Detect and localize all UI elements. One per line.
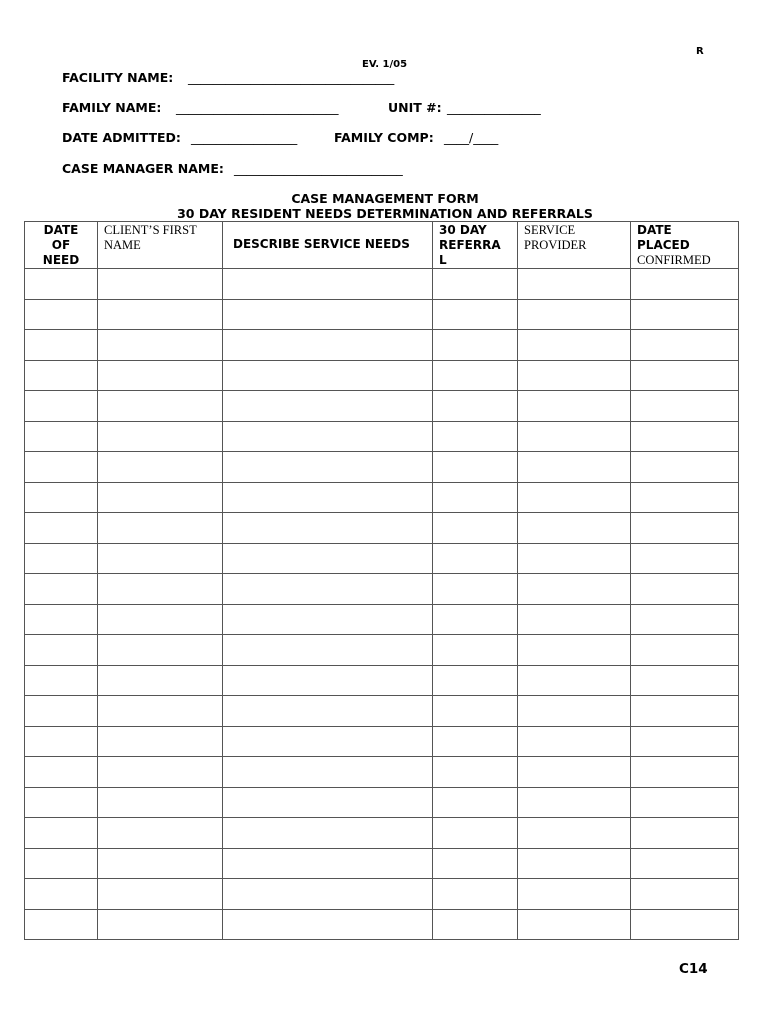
cell-service-provider[interactable] xyxy=(518,330,631,361)
table-row xyxy=(25,726,739,757)
cell-date-placed-confirmed[interactable] xyxy=(631,818,739,849)
cell-client-first-name[interactable] xyxy=(98,269,223,300)
table-row xyxy=(25,909,739,940)
cell-service-needs[interactable] xyxy=(223,665,433,696)
corner-mark: R xyxy=(696,46,704,57)
cell-client-first-name[interactable] xyxy=(98,574,223,605)
cell-service-provider[interactable] xyxy=(518,269,631,300)
cell-service-needs[interactable] xyxy=(223,452,433,483)
cell-service-needs[interactable] xyxy=(223,299,433,330)
family-name-label: FAMILY NAME: xyxy=(62,100,162,115)
referrals-table xyxy=(24,221,739,940)
revision-label: EV. 1/05 xyxy=(362,59,408,70)
cell-30-day-referral[interactable] xyxy=(433,635,518,666)
form-title: CASE MANAGEMENT FORM xyxy=(291,191,479,206)
cell-date-of-need[interactable] xyxy=(25,604,98,635)
cell-date-of-need[interactable] xyxy=(25,513,98,544)
cell-client-first-name[interactable] xyxy=(98,330,223,361)
header-service-provider: SERVICE PROVIDER xyxy=(518,222,631,269)
cell-service-needs[interactable] xyxy=(223,696,433,727)
header-client-first-name: CLIENT’S FIRST NAME xyxy=(98,222,223,269)
cell-date-of-need[interactable] xyxy=(25,391,98,422)
cell-date-of-need[interactable] xyxy=(25,360,98,391)
cell-30-day-referral[interactable] xyxy=(433,818,518,849)
cell-service-provider[interactable] xyxy=(518,635,631,666)
table-row xyxy=(25,330,739,361)
cell-date-placed-confirmed[interactable] xyxy=(631,696,739,727)
cell-date-placed-confirmed[interactable] xyxy=(631,269,739,300)
cell-client-first-name[interactable] xyxy=(98,391,223,422)
cell-service-needs[interactable] xyxy=(223,391,433,422)
cell-date-of-need[interactable] xyxy=(25,269,98,300)
family-name-field[interactable]: __________________________ xyxy=(176,100,339,115)
table-row xyxy=(25,879,739,910)
table-row xyxy=(25,574,739,605)
cell-30-day-referral[interactable] xyxy=(433,574,518,605)
cell-date-placed-confirmed[interactable] xyxy=(631,909,739,940)
cell-service-provider[interactable] xyxy=(518,482,631,513)
cell-service-needs[interactable] xyxy=(223,726,433,757)
cell-date-placed-confirmed[interactable] xyxy=(631,391,739,422)
date-admitted-label: DATE ADMITTED: xyxy=(62,130,181,145)
header-date-of-need: DATE OF NEED xyxy=(25,222,98,269)
table-row xyxy=(25,391,739,422)
cell-service-provider[interactable] xyxy=(518,848,631,879)
page-code: C14 xyxy=(679,961,708,977)
cell-client-first-name[interactable] xyxy=(98,360,223,391)
table-row xyxy=(25,635,739,666)
cell-30-day-referral[interactable] xyxy=(433,726,518,757)
table-row xyxy=(25,818,739,849)
cell-date-placed-confirmed[interactable] xyxy=(631,482,739,513)
cell-30-day-referral[interactable] xyxy=(433,482,518,513)
cell-service-needs[interactable] xyxy=(223,787,433,818)
form-subtitle: 30 DAY RESIDENT NEEDS DETERMINATION AND REFERRALS xyxy=(177,206,593,221)
cell-service-needs[interactable] xyxy=(223,879,433,910)
cell-date-of-need[interactable] xyxy=(25,421,98,452)
cell-date-of-need[interactable] xyxy=(25,818,98,849)
cell-date-of-need[interactable] xyxy=(25,787,98,818)
cell-client-first-name[interactable] xyxy=(98,513,223,544)
cell-30-day-referral[interactable] xyxy=(433,391,518,422)
cell-client-first-name[interactable] xyxy=(98,421,223,452)
cell-date-placed-confirmed[interactable] xyxy=(631,604,739,635)
table-header-row xyxy=(25,222,739,269)
cell-service-provider[interactable] xyxy=(518,757,631,788)
cell-30-day-referral[interactable] xyxy=(433,513,518,544)
table-row xyxy=(25,696,739,727)
cell-service-provider[interactable] xyxy=(518,513,631,544)
cell-30-day-referral[interactable] xyxy=(433,299,518,330)
cell-date-of-need[interactable] xyxy=(25,543,98,574)
cell-client-first-name[interactable] xyxy=(98,604,223,635)
cell-date-of-need[interactable] xyxy=(25,848,98,879)
table-row xyxy=(25,452,739,483)
cell-service-provider[interactable] xyxy=(518,360,631,391)
cell-service-needs[interactable] xyxy=(223,543,433,574)
cell-client-first-name[interactable] xyxy=(98,452,223,483)
cell-client-first-name[interactable] xyxy=(98,879,223,910)
cell-service-provider[interactable] xyxy=(518,787,631,818)
cell-service-provider[interactable] xyxy=(518,909,631,940)
cell-service-provider[interactable] xyxy=(518,818,631,849)
cell-date-placed-confirmed[interactable] xyxy=(631,879,739,910)
cell-service-needs[interactable] xyxy=(223,360,433,391)
cell-service-needs[interactable] xyxy=(223,269,433,300)
cell-date-placed-confirmed[interactable] xyxy=(631,726,739,757)
cell-service-needs[interactable] xyxy=(223,848,433,879)
cell-30-day-referral[interactable] xyxy=(433,848,518,879)
cell-service-provider[interactable] xyxy=(518,696,631,727)
cell-30-day-referral[interactable] xyxy=(433,696,518,727)
cell-date-of-need[interactable] xyxy=(25,574,98,605)
cell-client-first-name[interactable] xyxy=(98,909,223,940)
table-row xyxy=(25,787,739,818)
table-row xyxy=(25,665,739,696)
cell-service-provider[interactable] xyxy=(518,391,631,422)
cell-service-provider[interactable] xyxy=(518,543,631,574)
cell-service-needs[interactable] xyxy=(223,604,433,635)
cell-date-of-need[interactable] xyxy=(25,909,98,940)
cell-client-first-name[interactable] xyxy=(98,787,223,818)
cell-30-day-referral[interactable] xyxy=(433,421,518,452)
facility-name-field[interactable]: _________________________________ xyxy=(188,70,395,85)
cell-service-needs[interactable] xyxy=(223,330,433,361)
cell-date-placed-confirmed[interactable] xyxy=(631,848,739,879)
cell-service-needs[interactable] xyxy=(223,574,433,605)
cell-client-first-name[interactable] xyxy=(98,299,223,330)
cell-service-needs[interactable] xyxy=(223,482,433,513)
cell-date-placed-confirmed[interactable] xyxy=(631,574,739,605)
cell-30-day-referral[interactable] xyxy=(433,665,518,696)
cell-30-day-referral[interactable] xyxy=(433,757,518,788)
cell-service-provider[interactable] xyxy=(518,604,631,635)
cell-date-placed-confirmed[interactable] xyxy=(631,299,739,330)
cell-date-placed-confirmed[interactable] xyxy=(631,513,739,544)
family-comp-field[interactable]: ____/____ xyxy=(444,130,499,145)
table-row xyxy=(25,269,739,300)
cell-client-first-name[interactable] xyxy=(98,635,223,666)
cell-date-of-need[interactable] xyxy=(25,879,98,910)
table-row xyxy=(25,299,739,330)
unit-field[interactable]: _______________ xyxy=(447,100,541,115)
cell-date-of-need[interactable] xyxy=(25,665,98,696)
cell-30-day-referral[interactable] xyxy=(433,330,518,361)
table-row xyxy=(25,360,739,391)
case-manager-field[interactable]: ___________________________ xyxy=(234,161,403,176)
cell-date-placed-confirmed[interactable] xyxy=(631,757,739,788)
header-30-day-referral: 30 DAY REFERRA L xyxy=(433,222,518,269)
case-manager-label: CASE MANAGER NAME: xyxy=(62,161,224,176)
cell-30-day-referral[interactable] xyxy=(433,787,518,818)
cell-date-placed-confirmed[interactable] xyxy=(631,787,739,818)
cell-date-of-need[interactable] xyxy=(25,482,98,513)
cell-client-first-name[interactable] xyxy=(98,543,223,574)
cell-30-day-referral[interactable] xyxy=(433,452,518,483)
table-row xyxy=(25,757,739,788)
date-admitted-field[interactable]: _________________ xyxy=(191,130,298,145)
cell-date-of-need[interactable] xyxy=(25,635,98,666)
cell-client-first-name[interactable] xyxy=(98,665,223,696)
cell-service-provider[interactable] xyxy=(518,299,631,330)
cell-service-provider[interactable] xyxy=(518,726,631,757)
cell-client-first-name[interactable] xyxy=(98,726,223,757)
cell-date-placed-confirmed[interactable] xyxy=(631,543,739,574)
cell-date-of-need[interactable] xyxy=(25,757,98,788)
cell-service-needs[interactable] xyxy=(223,421,433,452)
family-comp-label: FAMILY COMP: xyxy=(334,130,434,145)
cell-30-day-referral[interactable] xyxy=(433,360,518,391)
cell-client-first-name[interactable] xyxy=(98,696,223,727)
cell-date-of-need[interactable] xyxy=(25,452,98,483)
cell-date-of-need[interactable] xyxy=(25,330,98,361)
cell-date-placed-confirmed[interactable] xyxy=(631,635,739,666)
cell-date-placed-confirmed[interactable] xyxy=(631,360,739,391)
cell-client-first-name[interactable] xyxy=(98,818,223,849)
cell-30-day-referral[interactable] xyxy=(433,604,518,635)
cell-service-provider[interactable] xyxy=(518,879,631,910)
cell-date-placed-confirmed[interactable] xyxy=(631,665,739,696)
cell-service-needs[interactable] xyxy=(223,635,433,666)
cell-service-provider[interactable] xyxy=(518,665,631,696)
cell-service-needs[interactable] xyxy=(223,757,433,788)
table-row xyxy=(25,482,739,513)
cell-service-provider[interactable] xyxy=(518,574,631,605)
cell-date-placed-confirmed[interactable] xyxy=(631,421,739,452)
header-describe-service-needs: DESCRIBE SERVICE NEEDS xyxy=(223,222,433,269)
cell-service-provider[interactable] xyxy=(518,452,631,483)
table-row xyxy=(25,421,739,452)
cell-service-needs[interactable] xyxy=(223,513,433,544)
table-row xyxy=(25,543,739,574)
facility-name-label: FACILITY NAME: xyxy=(62,70,174,85)
cell-date-of-need[interactable] xyxy=(25,726,98,757)
cell-date-placed-confirmed[interactable] xyxy=(631,330,739,361)
cell-client-first-name[interactable] xyxy=(98,848,223,879)
table-body xyxy=(25,269,739,940)
table-row xyxy=(25,604,739,635)
cell-date-placed-confirmed[interactable] xyxy=(631,452,739,483)
cell-service-needs[interactable] xyxy=(223,818,433,849)
cell-30-day-referral[interactable] xyxy=(433,269,518,300)
header-date-placed-confirmed: DATE PLACED CONFIRMED xyxy=(631,222,739,269)
cell-client-first-name[interactable] xyxy=(98,482,223,513)
unit-label: UNIT #: xyxy=(388,100,442,115)
cell-30-day-referral[interactable] xyxy=(433,543,518,574)
cell-date-of-need[interactable] xyxy=(25,696,98,727)
cell-client-first-name[interactable] xyxy=(98,757,223,788)
cell-service-needs[interactable] xyxy=(223,909,433,940)
cell-30-day-referral[interactable] xyxy=(433,909,518,940)
cell-date-of-need[interactable] xyxy=(25,299,98,330)
cell-service-provider[interactable] xyxy=(518,421,631,452)
table-row xyxy=(25,513,739,544)
cell-30-day-referral[interactable] xyxy=(433,879,518,910)
table-row xyxy=(25,848,739,879)
